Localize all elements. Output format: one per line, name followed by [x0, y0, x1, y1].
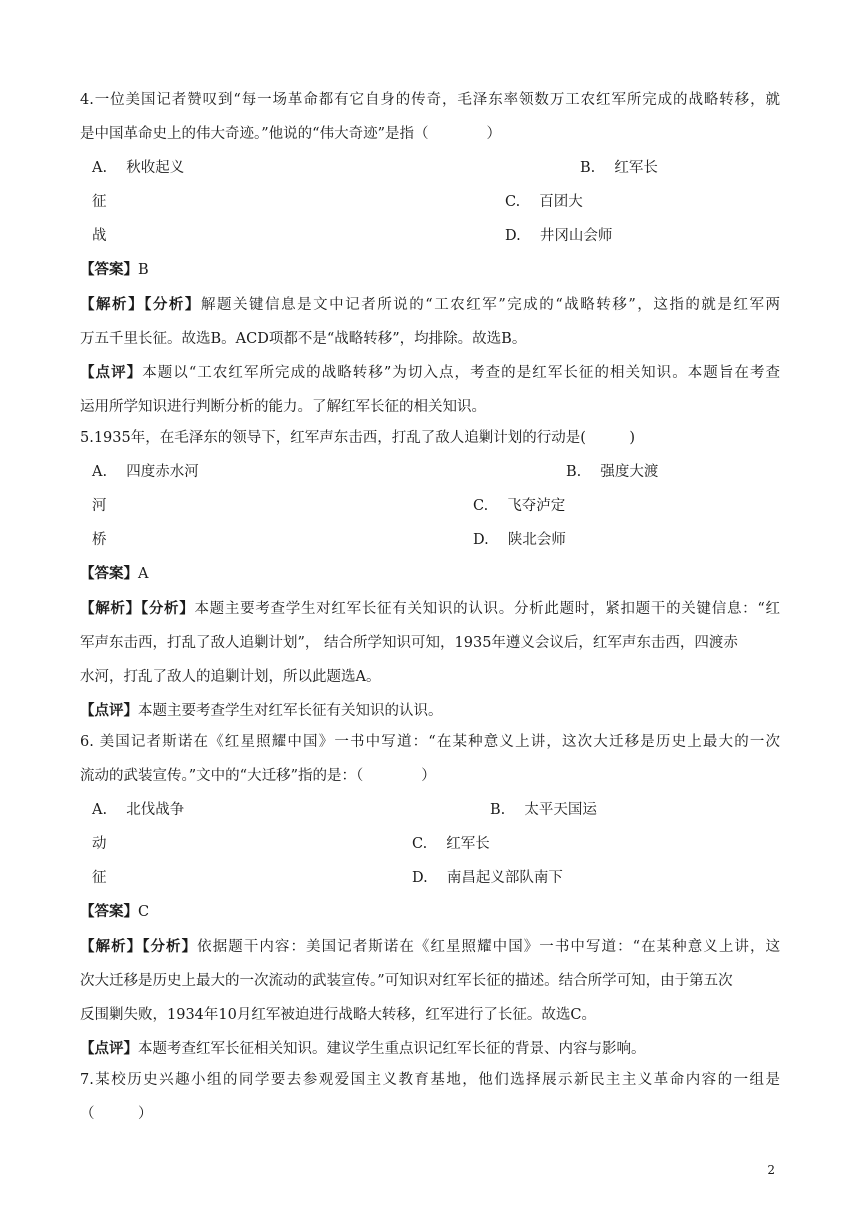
- q5-option-d: D. 陕北会师: [473, 532, 566, 548]
- q5-comment: [80, 701, 443, 721]
- q5-option-b-wrap: 河: [92, 498, 107, 514]
- comment-text: 本题主要考查学生对红军长征有关知识的认识。: [138, 703, 443, 719]
- q5-analysis-line3: 水河，打乱了敌人的追剿计划，所以此题选A。: [80, 669, 381, 685]
- q6-stem-line1: 6. 美国记者斯诺在《红星照耀中国》一书中写道：“在某种意义上讲，这次大迁移是历史上最大的一次: [80, 734, 780, 750]
- answer-value: A: [138, 566, 149, 582]
- q4-stem-line1: 4.一位美国记者赞叹到“每一场革命都有它自身的传奇，毛泽东率领数万工农红军所完成的战略转移，就: [80, 92, 780, 108]
- q6-option-a: A. 北伐战争: [92, 802, 185, 818]
- analysis-tag: 【解析】【分析】: [80, 938, 198, 955]
- q5-analysis-line1: [80, 599, 780, 619]
- q5-analysis-line2: 军声东击西，打乱了敌人追剿计划”， 结合所学知识可知，1935年遵义会议后，红军声东击西，四渡赤: [80, 635, 738, 651]
- comment-tag: 【点评】: [80, 364, 143, 381]
- answer-tag: 【答案】: [80, 565, 138, 582]
- q4-option-c: C. 百团大: [505, 194, 583, 210]
- analysis-text: 本题主要考查学生对红军长征有关知识的认识。分析此题时，紧扣题干的关键信息：“红: [194, 601, 780, 617]
- q6-analysis-line3: 反围剿失败，1934年10月红军被迫进行战略大转移，红军进行了长征。故选C。: [80, 1007, 596, 1023]
- analysis-text: 解题关键信息是文中记者所说的“工农红军”完成的“战略转移”，这指的就是红军两: [200, 297, 781, 313]
- q6-option-c-wrap: 征: [92, 870, 107, 886]
- q7-stem-line2: （ ）: [80, 1106, 153, 1122]
- q6-comment: [80, 1039, 646, 1059]
- q6-option-d: D. 南昌起义部队南下: [412, 870, 563, 886]
- answer-value: C: [138, 904, 150, 920]
- analysis-tag: 【解析】【分析】: [80, 600, 195, 617]
- q4-option-d: D. 井冈山会师: [505, 228, 613, 244]
- q4-comment-line1: [80, 363, 780, 383]
- q4-comment-line2: 运用所学知识进行判断分析的能力。了解红军长征的相关知识。: [80, 399, 486, 415]
- q4-option-c-wrap: 战: [92, 228, 107, 244]
- q6-answer: [80, 902, 149, 922]
- q4-answer: [80, 260, 149, 280]
- analysis-tag: 【解析】【分析】: [80, 296, 201, 313]
- q6-option-b: B. 太平天国运: [490, 802, 597, 818]
- q4-analysis-line2: 万五千里长征。故选B。ACD项都不是“战略转移”，均排除。故选B。: [80, 331, 527, 347]
- q4-option-b-wrap: 征: [92, 194, 107, 210]
- q4-stem-line2: 是中国革命史上的伟大奇迹。”他说的“伟大奇迹”是指（ ）: [80, 126, 501, 142]
- q5-option-c-wrap: 桥: [92, 532, 107, 548]
- q5-stem: 5.1935年，在毛泽东的领导下，红军声东击西，打乱了敌人追剿计划的行动是( ): [80, 430, 636, 446]
- comment-text: 本题考查红军长征相关知识。建议学生重点识记红军长征的背景、内容与影响。: [138, 1041, 646, 1057]
- answer-value: B: [138, 262, 149, 278]
- q4-analysis-line1: [80, 295, 780, 315]
- q7-stem-line1: 7.某校历史兴趣小组的同学要去参观爱国主义教育基地，他们选择展示新民主主义革命内容的一组是: [80, 1072, 780, 1088]
- q4-option-a: A. 秋收起义: [92, 160, 185, 176]
- page-number: 2: [767, 1163, 775, 1177]
- q6-option-b-wrap: 动: [92, 836, 107, 852]
- q5-option-c: C. 飞夺泸定: [473, 498, 566, 514]
- answer-tag: 【答案】: [80, 261, 138, 278]
- q5-option-a: A. 四度赤水河: [92, 464, 199, 480]
- comment-tag: 【点评】: [80, 1040, 138, 1057]
- comment-text: 本题以“工农红军所完成的战略转移”为切入点，考查的是红军长征的相关知识。本题旨在考查: [142, 365, 781, 381]
- q5-answer: [80, 564, 148, 584]
- q5-option-b: B. 强度大渡: [566, 464, 659, 480]
- q6-option-c: C. 红军长: [412, 836, 490, 852]
- analysis-text: 依据题干内容：美国记者斯诺在《红星照耀中国》一书中写道：“在某种意义上讲，这: [197, 939, 780, 955]
- q6-analysis-line1: [80, 937, 780, 957]
- q6-analysis-line2: 次大迁移是历史上最大的一次流动的武装宣传。”可知识对红军长征的描述。结合所学可知，由于第五次: [80, 973, 733, 989]
- q4-option-b: B. 红军长: [580, 160, 658, 176]
- answer-tag: 【答案】: [80, 903, 138, 920]
- comment-tag: 【点评】: [80, 702, 138, 719]
- q6-stem-line2: 流动的武装宣传。”文中的“大迁移”指的是：（ ）: [80, 768, 436, 784]
